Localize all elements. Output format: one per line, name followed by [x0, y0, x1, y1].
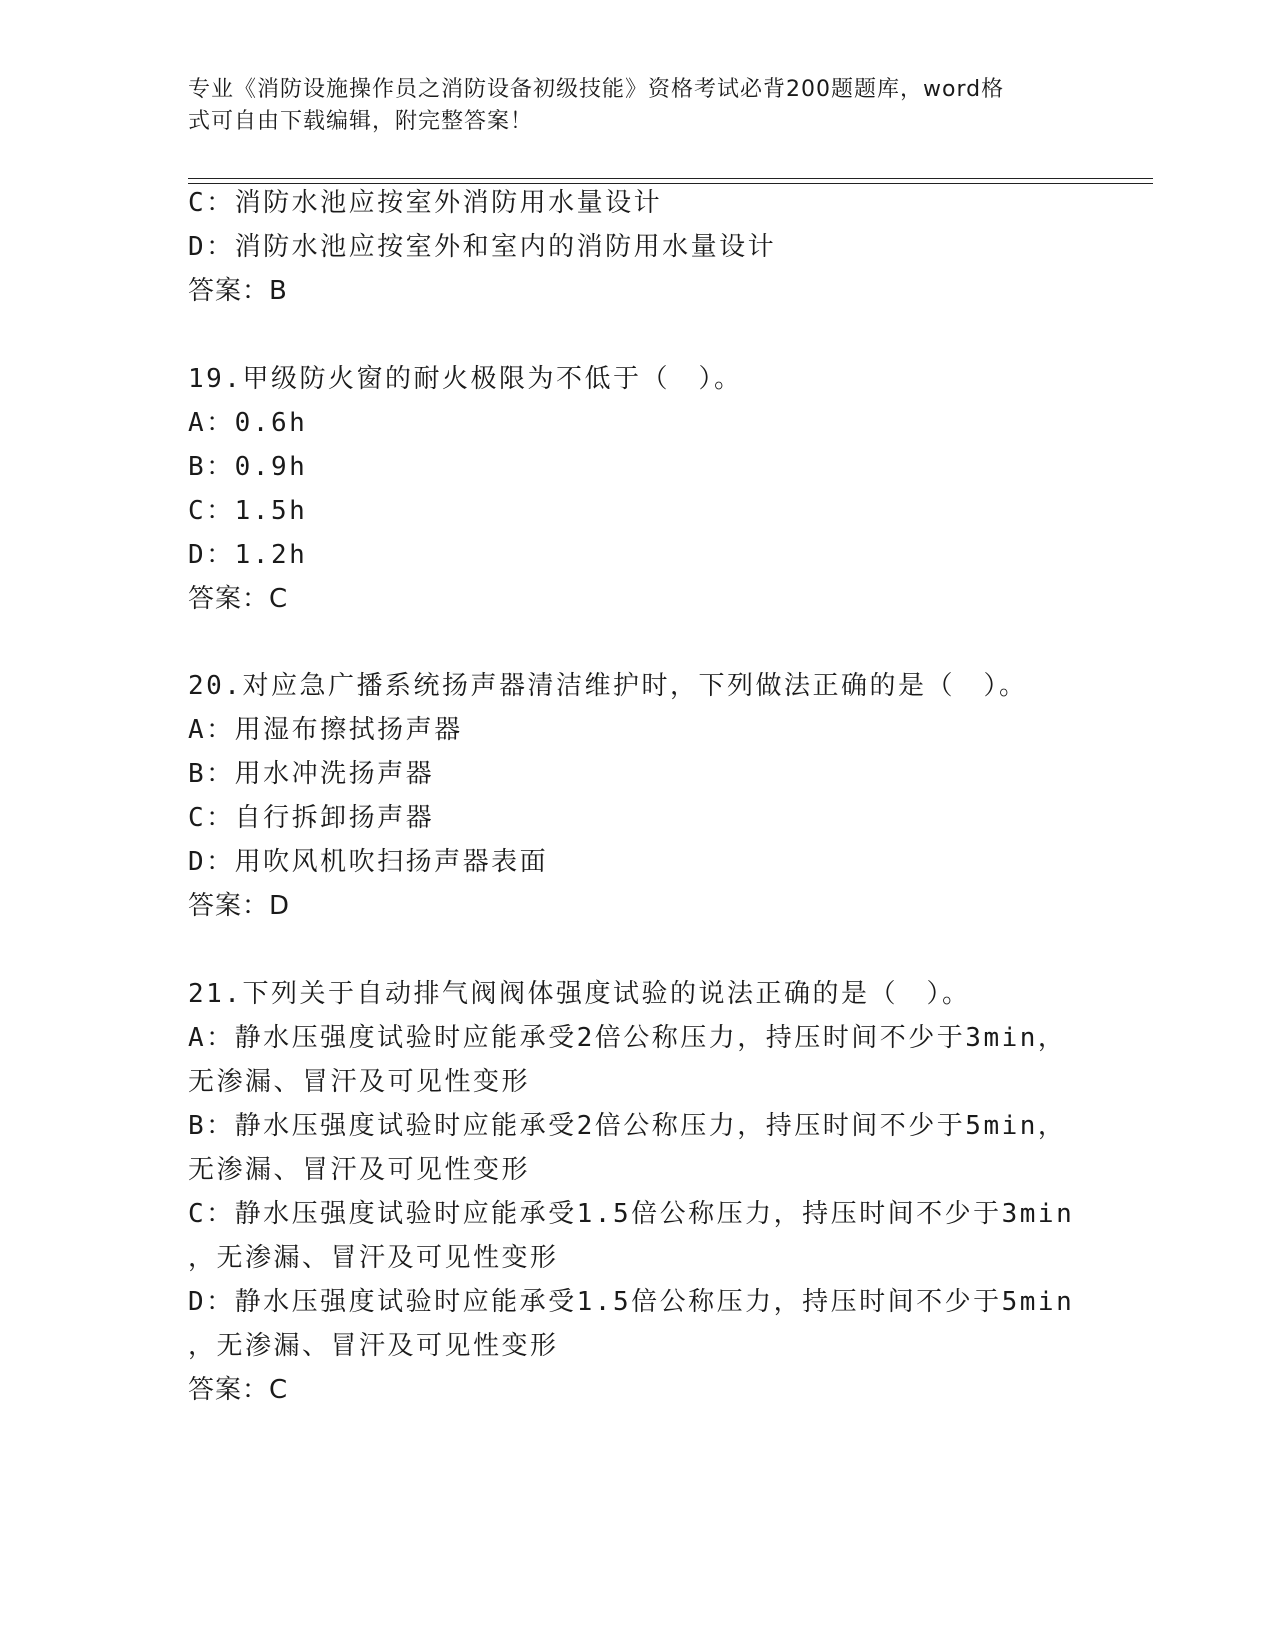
q21-option-a-line2: 无渗漏、冒汗及可见性变形 [188, 1067, 531, 1097]
header-divider-top [188, 178, 1153, 179]
q21-option-a-line1: A：静水压强度试验时应能承受2倍公称压力，持压时间不少于3min， [188, 1023, 1067, 1053]
header-divider-bottom [188, 183, 1153, 184]
q18-answer: 答案：B [188, 276, 288, 306]
q21-option-c-line2: ，无渗漏、冒汗及可见性变形 [188, 1243, 559, 1273]
q20-option-a: A：用湿布擦拭扬声器 [188, 715, 463, 745]
q21-stem: 21.下列关于自动排气阀阀体强度试验的说法正确的是（ ）。 [188, 979, 971, 1009]
document-header [188, 74, 1088, 138]
q18-option-d: D：消防水池应按室外和室内的消防用水量设计 [188, 232, 777, 262]
header-line-2: 式可自由下载编辑，附完整答案！ [188, 109, 534, 134]
q21-option-c-line1: C：静水压强度试验时应能承受1.5倍公称压力，持压时间不少于3min [188, 1199, 1075, 1229]
q18-option-c: C：消防水池应按室外消防用水量设计 [188, 188, 663, 218]
q20-answer: 答案：D [188, 891, 291, 921]
q20-stem: 20.对应急广播系统扬声器清洁维护时，下列做法正确的是（ ）。 [188, 671, 1028, 701]
q21-option-b-line1: B：静水压强度试验时应能承受2倍公称压力，持压时间不少于5min， [188, 1111, 1067, 1141]
q19-option-a: A：0.6h [188, 408, 308, 438]
q19-option-c: C：1.5h [188, 496, 308, 526]
q19-option-d: D：1.2h [188, 540, 308, 570]
q20-option-c: C：自行拆卸扬声器 [188, 803, 435, 833]
q19-answer: 答案：C [188, 584, 289, 614]
q21-answer: 答案：C [188, 1375, 289, 1405]
q21-option-d-line1: D：静水压强度试验时应能承受1.5倍公称压力，持压时间不少于5min [188, 1287, 1075, 1317]
header-line-1: 专业《消防设施操作员之消防设备初级技能》资格考试必背200题题库，word格 [188, 77, 1005, 102]
q20-option-d: D：用吹风机吹扫扬声器表面 [188, 847, 549, 877]
q19-stem: 19.甲级防火窗的耐火极限为不低于（ ）。 [188, 364, 743, 394]
q21-option-b-line2: 无渗漏、冒汗及可见性变形 [188, 1155, 531, 1185]
q19-option-b: B：0.9h [188, 452, 308, 482]
q20-option-b: B：用水冲洗扬声器 [188, 759, 435, 789]
q21-option-d-line2: ，无渗漏、冒汗及可见性变形 [188, 1331, 559, 1361]
